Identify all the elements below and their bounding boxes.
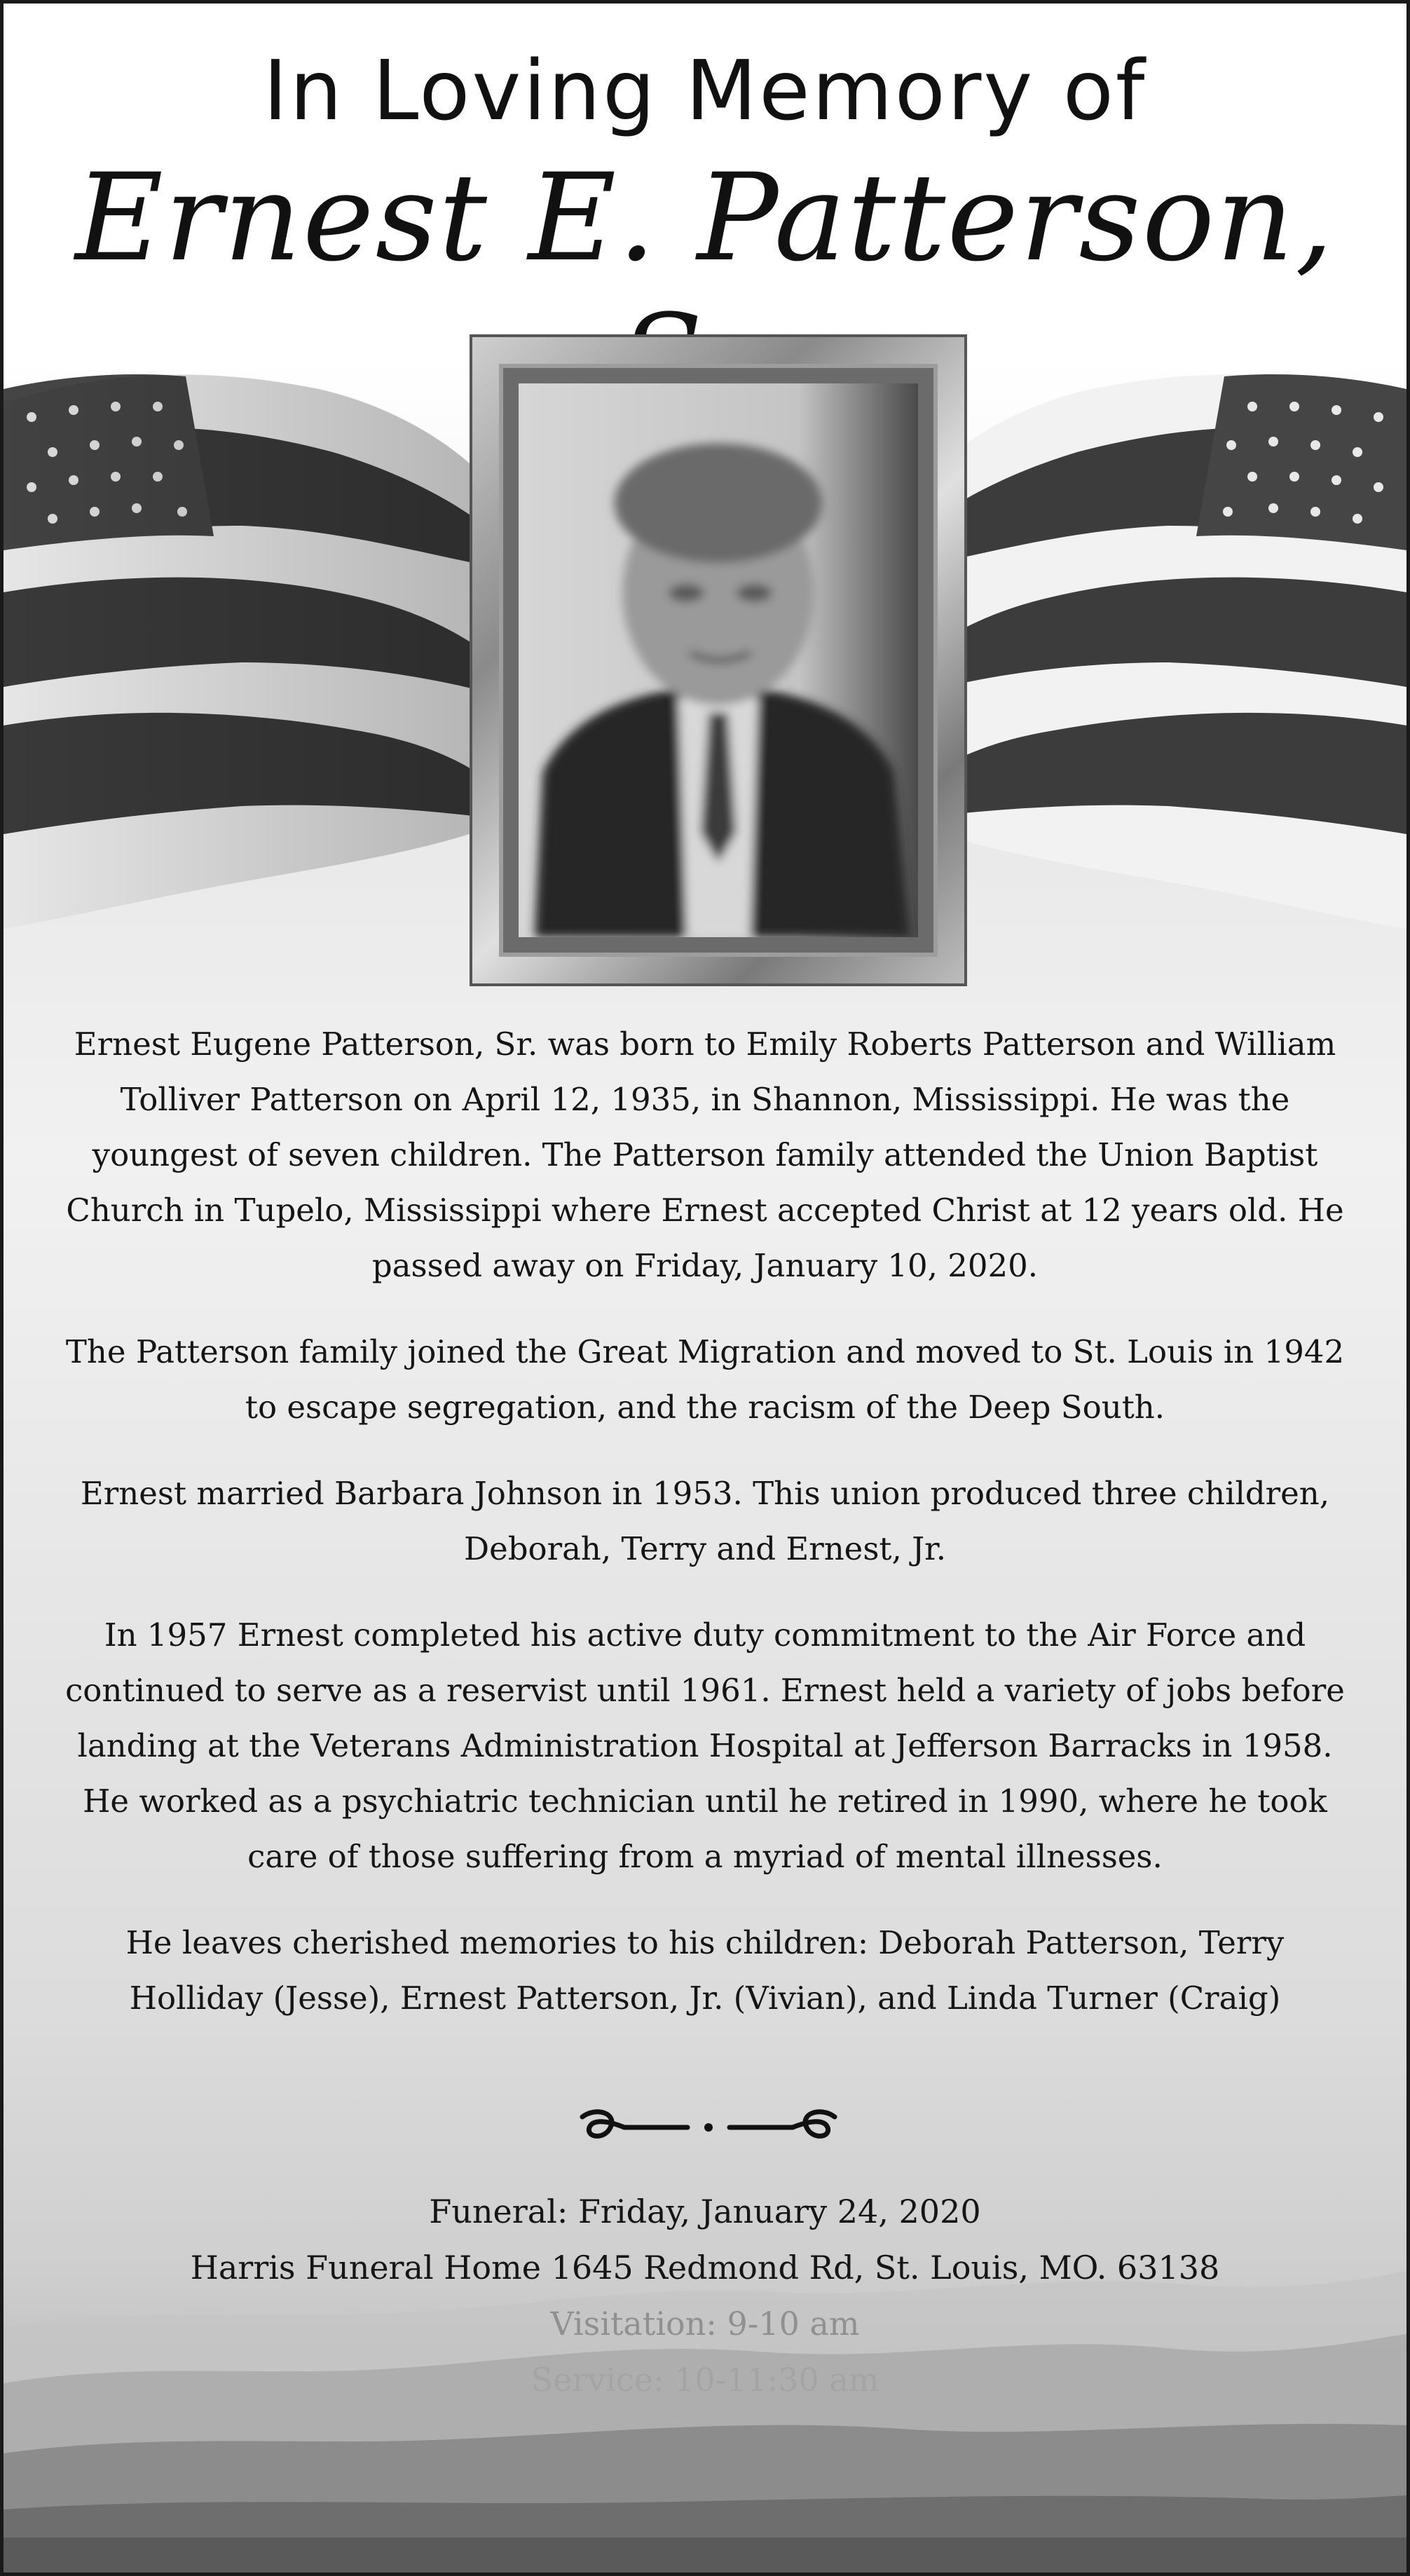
obituary-body xyxy=(60,1016,1350,2057)
mountain-landscape-icon xyxy=(4,2243,1406,2572)
paragraph-survivors: He leaves cherished memories to his children: Deborah Patterson, Terry Holliday (Jesse), Ernest Patterson, Jr. (Vivian), and Linda Turner (Craig) xyxy=(125,1924,1285,2017)
flag-right-icon xyxy=(930,340,1406,971)
ornament-divider-icon xyxy=(568,2099,849,2155)
portrait-photo xyxy=(519,383,918,937)
paragraph-birth: Ernest Eugene Patterson, Sr. was born to Emily Roberts Patterson and William Tolliver Patterson on April 12, 1935, in Shannon, Mississippi. He was the youngest of seven children. The Patterson family attended the Union Baptist Church in Tupelo, Mississippi where Ernest accepted Christ at 12 years old. He passed away on Friday, January 10, 2020. xyxy=(66,1025,1344,1284)
portrait-frame xyxy=(470,334,967,986)
funeral-home-address: Harris Funeral Home 1645 Redmond Rd, St. Louis, MO. 63138 xyxy=(190,2249,1220,2287)
paragraph-migration: The Patterson family joined the Great Migration and moved to St. Louis in 1942 to escape segregation, and the racism of the Deep South. xyxy=(65,1333,1345,1426)
funeral-date: Funeral: Friday, January 24, 2020 xyxy=(429,2193,981,2230)
flag-left-icon xyxy=(4,340,480,971)
paragraph-marriage: Ernest married Barbara Johnson in 1953. This union produced three children, Deborah, Terry and Ernest, Jr. xyxy=(80,1475,1330,1567)
portrait-frame-inner xyxy=(499,364,938,957)
deceased-name: Ernest E. Patterson, xyxy=(75,147,1335,288)
paragraph-career: In 1957 Ernest completed his active duty commitment to the Air Force and continued to serve as a reservist until 1961. Ernest held a variety of jobs before landing at the Veterans Administration Hospital at Jefferson Barracks in 1958. He worked as a psychiatric technician until he retired in 1990, where he took care of those suffering from a myriad of mental illnesses. xyxy=(65,1616,1345,1875)
memorial-heading: In Loving Memory of xyxy=(263,42,1147,139)
